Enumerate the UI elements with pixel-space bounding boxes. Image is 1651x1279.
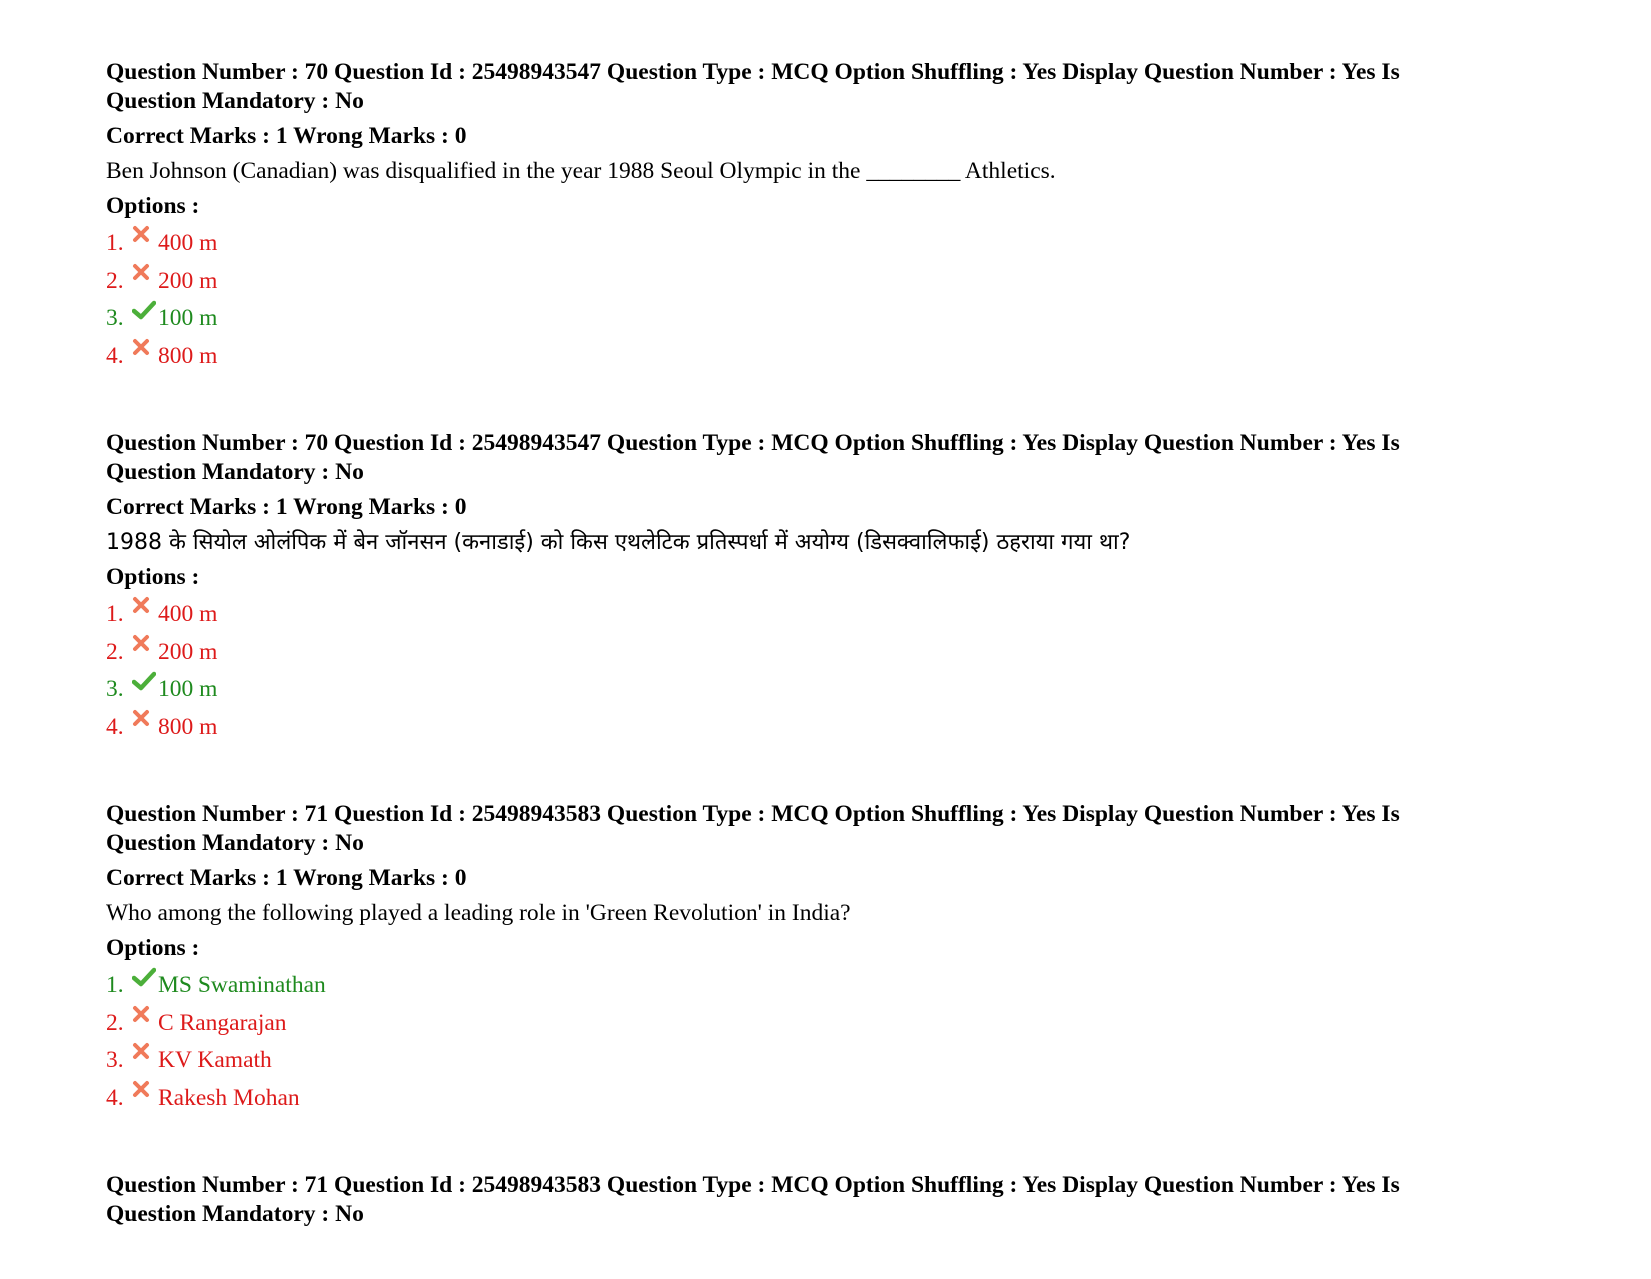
option-item <box>106 304 1546 342</box>
question-meta-line: Question Number : 71 Question Id : 25498943583 Question Type : MCQ Option Shuffling : Yes Display Question Number : Yes Is <box>106 801 1400 827</box>
document-page <box>106 58 1546 1279</box>
option-number: 2. <box>106 1009 124 1036</box>
question-mandatory-line: Question Mandatory : No <box>106 88 364 114</box>
cross-icon <box>132 338 158 362</box>
option-item <box>106 1009 1546 1047</box>
options-label: Options : <box>106 193 200 219</box>
option-number: 1. <box>106 601 124 627</box>
option-item <box>106 971 1546 1009</box>
option-number: 2. <box>106 267 124 294</box>
option-number: 4. <box>106 1084 124 1111</box>
option-item <box>106 600 1546 638</box>
option-item <box>106 1046 1546 1084</box>
options-label: Options : <box>106 564 200 590</box>
option-text: 800 m <box>158 713 218 740</box>
question-text: Ben Johnson (Canadian) was disqualified in the year 1988 Seoul Olympic in the ________ Athletics. <box>106 158 1056 184</box>
marks-line: Correct Marks : 1 Wrong Marks : 0 <box>106 123 467 149</box>
cross-icon <box>132 709 158 733</box>
option-number: 3. <box>106 676 124 702</box>
check-icon <box>132 967 158 991</box>
cross-icon <box>132 634 158 658</box>
question-block <box>106 1171 1546 1229</box>
option-text: 200 m <box>158 267 218 294</box>
option-item <box>106 229 1546 267</box>
question-meta-line: Question Number : 70 Question Id : 25498943547 Question Type : MCQ Option Shuffling : Yes Display Question Number : Yes Is <box>106 59 1400 85</box>
option-item <box>106 1084 1546 1122</box>
option-number: 3. <box>106 1047 124 1073</box>
option-number: 2. <box>106 638 124 665</box>
options-list <box>106 229 1546 379</box>
cross-icon <box>132 1005 158 1029</box>
option-number: 3. <box>106 305 124 331</box>
question-meta-line: Question Number : 71 Question Id : 25498943583 Question Type : MCQ Option Shuffling : Yes Display Question Number : Yes Is <box>106 1172 1400 1198</box>
option-item <box>106 638 1546 676</box>
option-text: C Rangarajan <box>158 1009 287 1036</box>
question-block <box>106 429 1546 750</box>
cross-icon <box>132 1042 158 1066</box>
option-number: 4. <box>106 342 124 369</box>
option-text: 400 m <box>158 601 218 627</box>
option-item <box>106 267 1546 305</box>
cross-icon <box>132 1080 158 1104</box>
options-list <box>106 600 1546 750</box>
cross-icon <box>132 596 158 620</box>
option-text: 200 m <box>158 638 218 665</box>
option-item <box>106 713 1546 751</box>
option-number: 1. <box>106 972 124 998</box>
question-block <box>106 800 1546 1121</box>
marks-line: Correct Marks : 1 Wrong Marks : 0 <box>106 865 467 891</box>
option-text: 100 m <box>158 305 218 331</box>
question-text: Who among the following played a leading role in 'Green Revolution' in India? <box>106 900 851 926</box>
option-text: 100 m <box>158 676 218 702</box>
question-mandatory-line: Question Mandatory : No <box>106 459 364 485</box>
option-item <box>106 342 1546 380</box>
option-text: MS Swaminathan <box>158 972 326 998</box>
option-number: 1. <box>106 230 124 256</box>
cross-icon <box>132 263 158 287</box>
question-mandatory-line: Question Mandatory : No <box>106 1201 364 1227</box>
check-icon <box>132 300 158 324</box>
option-number: 4. <box>106 713 124 740</box>
option-item <box>106 675 1546 713</box>
question-text: 1988 के सियोल ओलंपिक में बेन जॉनसन (कनाडाई) को किस एथलेटिक प्रतिस्पर्धा में अयोग्य (डिसक्वालिफाई) ठहराया गया था? <box>106 530 1131 555</box>
question-block <box>106 58 1546 379</box>
check-icon <box>132 671 158 695</box>
option-text: 800 m <box>158 342 218 369</box>
option-text: KV Kamath <box>158 1047 272 1073</box>
options-label: Options : <box>106 935 200 961</box>
option-text: 400 m <box>158 230 218 256</box>
marks-line: Correct Marks : 1 Wrong Marks : 0 <box>106 494 467 520</box>
question-meta-line: Question Number : 70 Question Id : 25498943547 Question Type : MCQ Option Shuffling : Yes Display Question Number : Yes Is <box>106 430 1400 456</box>
question-mandatory-line: Question Mandatory : No <box>106 830 364 856</box>
option-text: Rakesh Mohan <box>158 1084 300 1111</box>
cross-icon <box>132 225 158 249</box>
options-list <box>106 971 1546 1121</box>
